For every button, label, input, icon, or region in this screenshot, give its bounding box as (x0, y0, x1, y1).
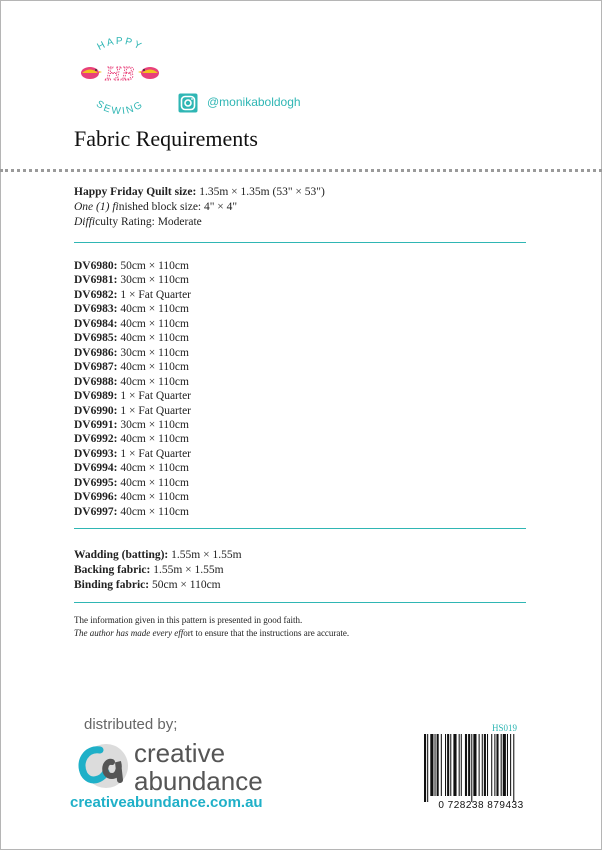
barcode-bar (461, 734, 462, 796)
fabric-amount: 1 × Fat Quarter (120, 447, 192, 460)
fabric-row (74, 461, 191, 475)
happy-sewing-logo (72, 36, 168, 122)
fabric-row (74, 288, 191, 302)
bird-left-icon (81, 67, 102, 79)
fabric-row (74, 432, 191, 446)
barcode-bar (482, 734, 483, 796)
fabric-row (74, 447, 191, 461)
disclaimer-line-2 (74, 627, 349, 640)
extra-row (74, 548, 242, 563)
quilt-size-line (74, 185, 325, 200)
barcode-bar (424, 734, 426, 802)
barcode-bar (435, 734, 436, 796)
fabric-list (74, 259, 191, 519)
extra-label: Binding fabric: (74, 579, 150, 591)
instagram-handle[interactable]: @monikaboldogh (207, 95, 301, 109)
distributor-name-line-2: abundance (134, 766, 263, 796)
extra-value: 1.55m × 1.55m (153, 564, 224, 576)
disclaimer-line-1: The information given in this pattern is presented in good faith. (74, 615, 303, 625)
fabric-row (74, 360, 191, 374)
fabric-amount: 30cm × 110cm (120, 418, 189, 431)
disclaimer (74, 614, 349, 640)
divider-rule (74, 602, 526, 603)
fabric-amount: 40cm × 110cm (120, 361, 189, 374)
fabric-code: DV6984: (74, 317, 118, 330)
fabric-code: DV6997: (74, 505, 118, 518)
barcode-bar (510, 734, 511, 796)
fabric-code: DV6987: (74, 361, 118, 374)
fabric-amount: 40cm × 110cm (120, 505, 189, 518)
extra-row (74, 578, 242, 593)
fabric-amount: 40cm × 110cm (120, 332, 189, 345)
fabric-row (74, 389, 191, 403)
extra-label: Wadding (batting): (74, 549, 169, 561)
block-size-italic: One (1) fi (74, 201, 119, 213)
barcode-bar (427, 734, 428, 802)
fabric-row (74, 302, 191, 316)
fabric-row (74, 505, 191, 519)
barcode-bar (473, 734, 476, 796)
fabric-amount: 40cm × 110cm (120, 462, 189, 475)
product-code: HS019 (492, 723, 518, 733)
barcode-bar (450, 734, 451, 796)
barcode-bar (479, 734, 480, 796)
barcode-bar (513, 734, 514, 802)
fabric-code: DV6982: (74, 288, 118, 301)
fabric-amount: 50cm × 110cm (120, 260, 189, 272)
fabric-code: DV6980: (74, 260, 118, 272)
fabric-row (74, 346, 191, 360)
barcode-bar (501, 734, 502, 796)
fabric-row (74, 375, 191, 389)
disclaimer-rest: ort to ensure that the instructions are accurate. (183, 628, 350, 638)
block-size-line (74, 200, 325, 215)
divider-rule (74, 528, 526, 529)
barcode-bar (430, 734, 433, 796)
quilt-size-label: Happy Friday Quilt size: (74, 186, 197, 198)
difficulty-line (74, 215, 325, 230)
fabric-code: DV6991: (74, 418, 118, 431)
fabric-code: DV6985: (74, 332, 118, 345)
barcode-bar (471, 734, 472, 802)
barcode-bar (503, 734, 506, 796)
barcode-bar (507, 734, 508, 796)
block-size-rest: nished block size: 4" × 4" (118, 201, 238, 213)
page-title: Fabric Requirements (74, 126, 258, 151)
quilt-size-value: 1.35m × 1.35m (53" × 53") (199, 186, 325, 198)
fabric-code: DV6994: (74, 462, 118, 475)
fabric-amount: 1 × Fat Quarter (120, 404, 192, 417)
barcode-bar (437, 734, 439, 796)
instagram-icon (178, 93, 198, 113)
fabric-amount: 1 × Fat Quarter (120, 288, 192, 301)
barcode-bar (441, 734, 442, 796)
fabric-amount: 40cm × 110cm (120, 433, 189, 446)
fabric-row (74, 317, 191, 331)
barcode (422, 734, 540, 802)
distributor-name-line-1: creative (134, 738, 226, 768)
extra-value: 50cm × 110cm (151, 579, 221, 591)
barcode-bar (494, 734, 495, 796)
barcode-bar (459, 734, 460, 796)
fabric-row (74, 404, 191, 418)
barcode-bar (496, 734, 498, 796)
difficulty-rest: culty Rating: Moderate (95, 216, 202, 228)
fabric-code: DV6986: (74, 346, 118, 359)
dotted-divider (0, 169, 602, 172)
fabric-row (74, 273, 191, 287)
fabric-row (74, 418, 191, 432)
extras-list (74, 548, 242, 593)
barcode-number: 0 728238 879433 (438, 800, 524, 811)
quilt-info (74, 185, 325, 230)
fabric-code: DV6992: (74, 433, 118, 446)
fabric-code: DV6990: (74, 404, 118, 417)
fabric-code: DV6993: (74, 447, 118, 460)
extra-value: 1.55m × 1.55m (171, 549, 242, 561)
divider-rule (74, 242, 526, 243)
distributor-label: distributed by; (84, 716, 178, 733)
fabric-amount: 1 × Fat Quarter (120, 390, 192, 403)
logo-monogram: HB (105, 64, 135, 85)
extra-row (74, 563, 242, 578)
fabric-row (74, 490, 191, 504)
barcode-bar (484, 734, 486, 796)
barcode-bar (487, 734, 488, 796)
disclaimer-italic: The author has made every eff (74, 628, 184, 638)
barcode-bar (491, 734, 492, 796)
distributor-url[interactable]: creativeabundance.com.au (70, 794, 263, 811)
barcode-bar (447, 734, 449, 796)
fabric-amount: 30cm × 110cm (120, 274, 189, 287)
fabric-amount: 40cm × 110cm (120, 491, 189, 504)
fabric-code: DV6983: (74, 303, 118, 316)
logo-top-text: HAPPY (95, 36, 145, 53)
fabric-row (74, 259, 191, 273)
fabric-row (74, 476, 191, 490)
fabric-code: DV6989: (74, 390, 118, 403)
creative-abundance-ca-logo (72, 736, 134, 794)
barcode-bar (445, 734, 446, 796)
fabric-amount: 30cm × 110cm (120, 346, 189, 359)
fabric-amount: 40cm × 110cm (120, 375, 189, 388)
fabric-amount: 40cm × 110cm (120, 303, 189, 316)
difficulty-italic: Diffi (74, 216, 96, 228)
bird-right-icon (138, 67, 159, 79)
fabric-amount: 40cm × 110cm (120, 317, 189, 330)
fabric-amount: 40cm × 110cm (120, 476, 189, 489)
extra-label: Backing fabric: (74, 564, 151, 576)
barcode-bar (465, 734, 467, 796)
logo-bottom-text: SEWING (93, 98, 147, 118)
fabric-code: DV6996: (74, 491, 118, 504)
fabric-code: DV6988: (74, 375, 118, 388)
fabric-code: DV6995: (74, 476, 118, 489)
fabric-row (74, 331, 191, 345)
barcode-bar (453, 734, 456, 796)
fabric-code: DV6981: (74, 274, 118, 287)
barcode-bar (468, 734, 470, 796)
